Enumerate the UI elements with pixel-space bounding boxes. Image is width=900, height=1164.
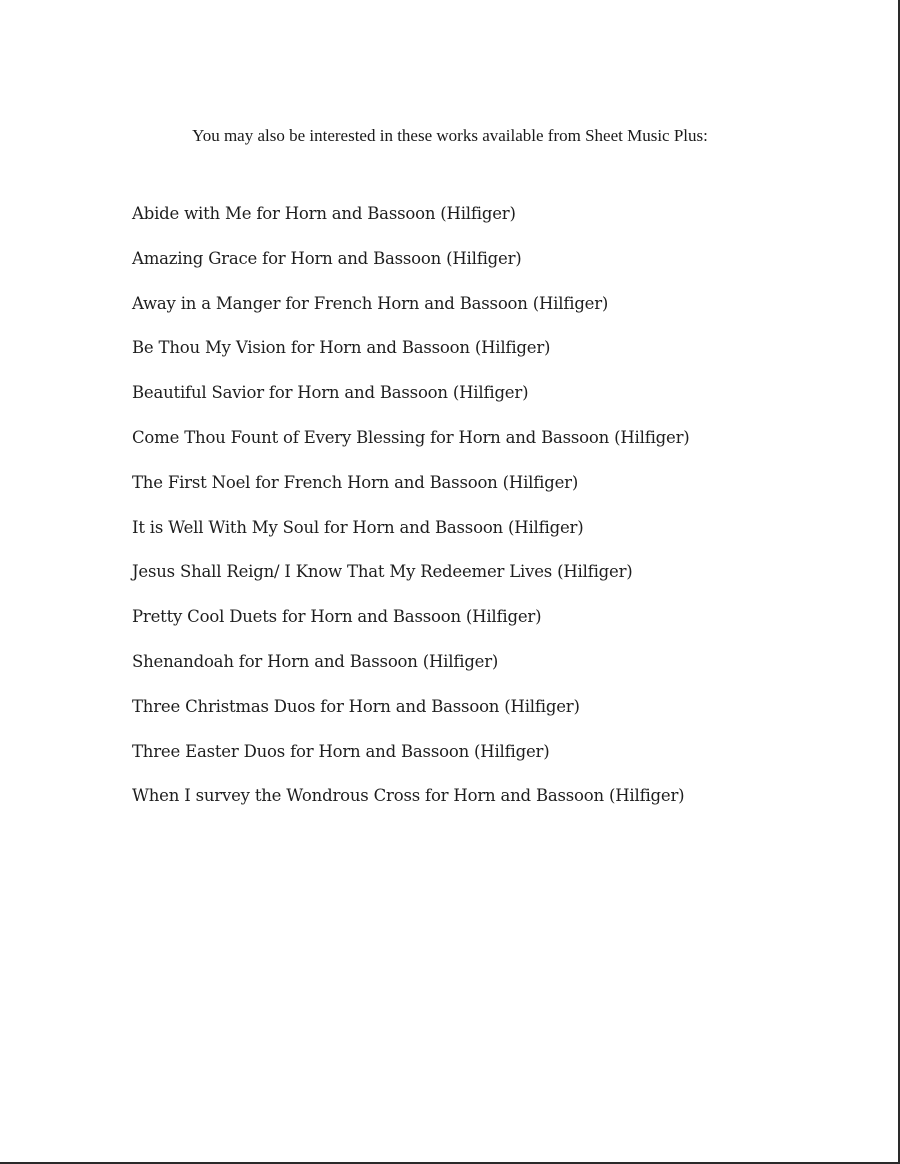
work-title: Three Christmas Duos for Horn and Bassoon (Hilfiger) <box>132 696 580 716</box>
intro-text: You may also be interested in these works available from Sheet Music Plus: <box>192 126 708 145</box>
work-title: Abide with Me for Horn and Bassoon (Hilfiger) <box>132 204 516 223</box>
work-title: Three Easter Duos for Horn and Bassoon (Hilfiger) <box>132 741 550 761</box>
work-title: Come Thou Fount of Every Blessing for Horn and Bassoon (Hilfiger) <box>132 427 690 447</box>
works-list <box>132 202 690 829</box>
work-title: The First Noel for French Horn and Bassoon (Hilfiger) <box>132 472 579 492</box>
work-title: It is Well With My Soul for Horn and Bassoon (Hilfiger) <box>132 517 584 537</box>
work-title: Be Thou My Vision for Horn and Bassoon (Hilfiger) <box>132 338 551 358</box>
work-title: Beautiful Savior for Horn and Bassoon (Hilfiger) <box>132 383 529 403</box>
work-title: Away in a Manger for French Horn and Bassoon (Hilfiger) <box>132 293 609 313</box>
work-title: Pretty Cool Duets for Horn and Bassoon (Hilfiger) <box>132 607 542 627</box>
work-title: Amazing Grace for Horn and Bassoon (Hilfiger) <box>132 248 522 268</box>
work-title: When I survey the Wondrous Cross for Horn and Bassoon (Hilfiger) <box>132 786 685 806</box>
work-title: Shenandoah for Horn and Bassoon (Hilfiger) <box>132 651 499 671</box>
work-title: Jesus Shall Reign/ I Know That My Redeemer Lives (Hilfiger) <box>132 562 633 582</box>
